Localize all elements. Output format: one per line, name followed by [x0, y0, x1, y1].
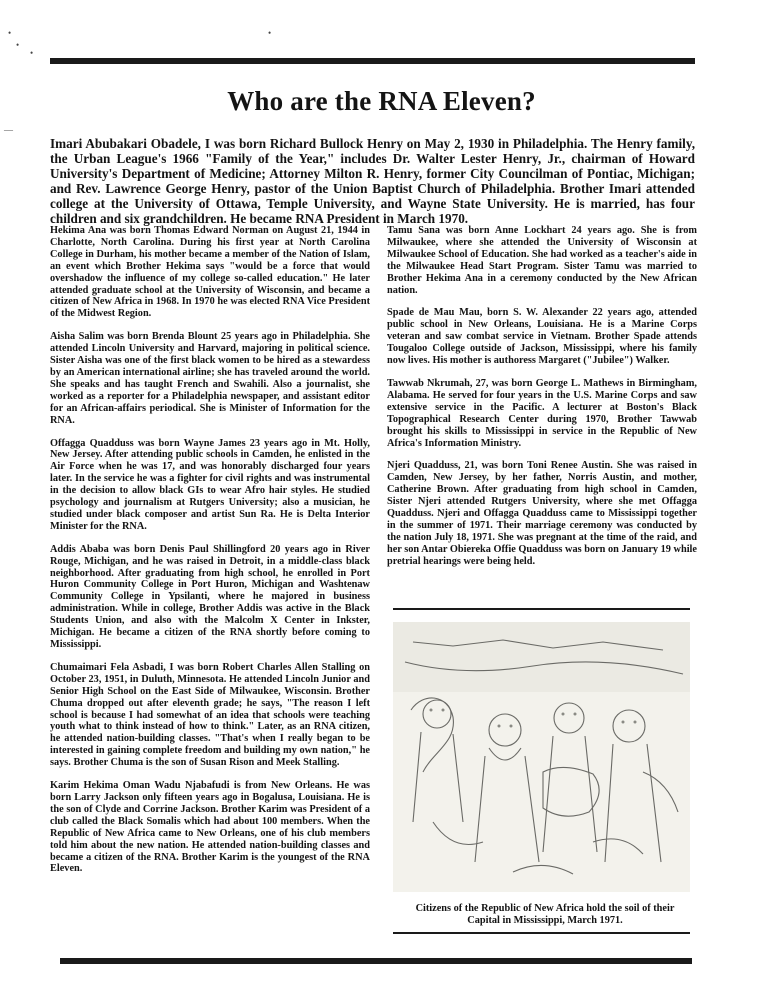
bio-paragraph: Aisha Salim was born Brenda Blount 25 years ago in Philadelphia. She attended Lincoln University and Harvard, majoring in political science. Sister Aisha was one of the first black women to be hired as a stewardess by an American international airline; she has traveled around the world. She speaks and has taught French and Swahili. Also a journalist, she worked as a reporter for a Philadelphia newspaper, and assistant editor for an African-affairs periodical. She is Minister of Information for the RNA.: [50, 331, 370, 426]
bio-paragraph: Karim Hekima Oman Wadu Njabafudi is from New Orleans. He was born Larry Jackson only fifteen years ago in Bogalusa, Louisiana. He is the son of Clyde and Corrine Jackson. Brother Karim was President of a club called the Black Somalis which had about 100 members. When the Republic of New Africa came to New Orleans, one of his club members told him about the new nation. He attended nation-building classes and became a citizen of the RNA. Brother Karim is the youngest of the RNA Eleven.: [50, 780, 370, 875]
group-photo: [393, 622, 690, 892]
right-column: [387, 225, 697, 579]
left-column: [50, 225, 370, 886]
scan-speck: •: [8, 28, 12, 38]
photo-caption: Citizens of the Republic of New Africa hold the soil of their Capital in Mississippi, March 1971.: [415, 903, 675, 926]
bio-paragraph: Chumaimari Fela Asbadi, I was born Robert Charles Allen Stalling on October 23, 1951, in Duluth, Minnesota. He attended Lincoln Junior and Senior High School on the East Side of Milwaukee, Wisconsin. Brother Chuma dropped out after eleventh grade; he says, "The reason I left school is because I had somewhat of an idea that schools were teaching youth what to think instead of how to think." Later, as an RNA citizen, he attended nation-building classes. "That's when I really began to be interested in gaining complete freedom and building my own nation," he says. Brother Chuma is the son of Susan Rison and Meek Stalling.: [50, 661, 370, 769]
group-photo-illustration: [393, 622, 690, 892]
scan-speck: •: [268, 28, 272, 38]
top-rule: [50, 58, 695, 64]
bio-paragraph: Tamu Sana was born Anne Lockhart 24 years ago. She is from Milwaukee, where she attended the University of Wisconsin at Milwaukee School of Education. She had worked as a teacher's aide in the Milwaukee Head Start Program. Sister Tamu was married to Brother Hekima Ana in a ceremony conducted by the New African nation.: [387, 225, 697, 296]
bio-paragraph: Offagga Quadduss was born Wayne James 23 years ago in Mt. Holly, New Jersey. After attending public schools in Camden, he enlisted in the Air Force when he was 17, and was honorably discharged four years later. In the service he was a fighter for civil rights and was instrumental in the decision to allow black GIs to wear Afro hair styles. He studied psychology and journalism at Rutgers University; also a musician, he studied under black composer and artist Sun Ra. He is Delta Interior Minister for the RNA.: [50, 437, 370, 532]
caption-bottom-rule: [393, 932, 690, 934]
bio-paragraph: Hekima Ana was born Thomas Edward Norman on August 21, 1944 in Charlotte, North Carolina. During his first year at North Carolina College in Durham, his mother became a member of the Nation of Islam, an event which Brother Hekima says "would be a force that would overshadow the influence of my college so-called education." He later attended graduate school at the University of Wisconsin, and became a citizen of New Africa in 1968. In 1970 he was elected RNA Vice President of the Midwest Region.: [50, 225, 370, 320]
page-title: Who are the RNA Eleven?: [227, 86, 536, 116]
bio-paragraph: Njeri Quadduss, 21, was born Toni Renee Austin. She was raised in Camden, New Jersey, by her father, Norris Austin, and mother, Catherine Brown. After graduating from high school in Camden, Sister Njeri attended Rutgers University, where she met Offagga Quadduss. Njeri and Offagga Quadduss came to Mississippi together in the summer of 1971. Their marriage ceremony was conducted by the nation July 18, 1971. She was pregnant at the time of the raid, and her son Antar Obiereka Offie Quadduss was born on January 19 while pretrial hearings were being held.: [387, 460, 697, 567]
photo-top-rule: [393, 608, 690, 610]
scan-speck: •: [30, 48, 34, 58]
lead-paragraph: Imari Abubakari Obadele, I was born Richard Bullock Henry on May 2, 1930 in Philadelphia. The Henry family, the Urban League's 1966 "Family of the Year," includes Dr. Walter Lester Henry, Jr., chairman of Howard University's Department of Medicine; Attorney Milton R. Henry, former City Councilman of Pontiac, Michigan; and Rev. Lawrence George Henry, pastor of the Union Baptist Church of Philadelphia. Brother Imari attended college at the University of Ottawa, Temple University, and Wayne State University. He is married, has four children and six grandchildren. He became RNA President in March 1970.: [50, 136, 695, 227]
bio-paragraph: Addis Ababa was born Denis Paul Shillingford 20 years ago in River Rouge, Michigan, and he was raised in Detroit, in a middle-class black neighborhood. After graduating from high school, he enrolled in Port Huron Community College in Port Huron, Michigan and Washtenaw Community College in Ypsilanti, where he majored in business administration. While in college, Brother Addis was active in the Black Students Union, and also with the Malcolm X Center in Inkster, Michigan. He became a citizen of the RNA shortly before coming to Mississippi.: [50, 543, 370, 650]
bio-paragraph: Tawwab Nkrumah, 27, was born George L. Mathews in Birmingham, Alabama. He served for four years in the U.S. Marine Corps and saw extensive service in the Pacific. A lecturer at Boston's Black Topographical Research Center during 1970, Brother Tawwab brought his skills to Mississippi in service in the Republic of New Africa's Information Ministry.: [387, 377, 697, 449]
scan-speck: •: [16, 40, 20, 50]
scan-speck: —: [4, 125, 13, 135]
bottom-rule: [60, 958, 692, 964]
bio-paragraph: Spade de Mau Mau, born S. W. Alexander 22 years ago, attended public school in New Orleans, Louisiana. He is a Marine Corps veteran and saw combat service in Vietnam. Brother Spade attends Tougaloo College outside of Jackson, Mississippi, where his family now lives. His mother is authoress Margaret ("Jubilee") Walker.: [387, 307, 697, 367]
